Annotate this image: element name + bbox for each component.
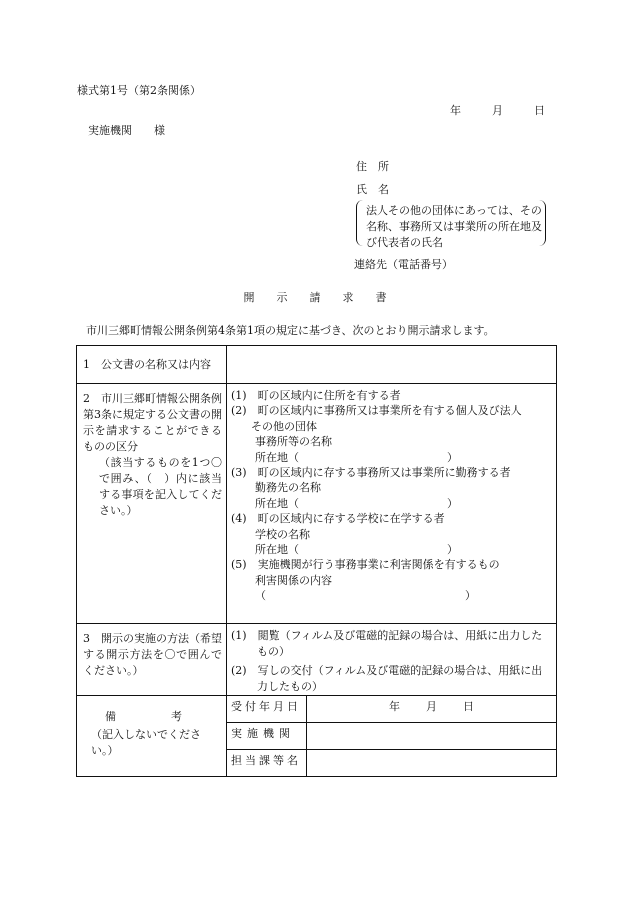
corporate-note-bracket bbox=[356, 200, 546, 248]
received-date-cell bbox=[307, 696, 557, 723]
row-document-name bbox=[77, 346, 557, 384]
section-label: 担当課等名 bbox=[231, 754, 301, 767]
s3-label: 3 開示の実施の方法（希望する開示方法を〇で囲んでください。） bbox=[83, 632, 222, 677]
intro-text: 市川三郷町情報公開条例第4条第1項の規定に基づき、次のとおり開示請求します。 bbox=[86, 324, 495, 337]
s3-label-cell bbox=[77, 624, 227, 696]
received-label: 受付年月日 bbox=[231, 700, 301, 713]
option-1[interactable]: (1) 町の区域内に住所を有する者 bbox=[231, 389, 401, 402]
agency-label-cell bbox=[227, 723, 307, 750]
s2-label-cell bbox=[77, 384, 227, 624]
date-day: 日 bbox=[534, 104, 545, 117]
option-5-interest: 利害関係の内容 bbox=[255, 573, 332, 587]
section-value-cell bbox=[307, 750, 557, 777]
form-number: 様式第1号（第2条関係） bbox=[77, 84, 201, 97]
s2-label: 2 市川三郷町情報公開条例第3条に規定する公文書の開示を請求することができるものの区分 bbox=[83, 392, 222, 453]
request-form-table bbox=[76, 345, 557, 777]
addressee: 実施機関 様 bbox=[88, 124, 165, 137]
option-2-office-name: 事務所等の名称 bbox=[255, 435, 332, 449]
remarks-note: （記入しないでください。） bbox=[91, 728, 201, 757]
option-3-location[interactable]: 所在地（ ） bbox=[255, 496, 458, 510]
s2-note: （該当するものを1つ〇で囲み、（ ）内に該当する事項を記入してください。） bbox=[99, 456, 222, 517]
option-4-school-name: 学校の名称 bbox=[255, 527, 310, 541]
row-received-date bbox=[77, 696, 557, 723]
name-label: 氏 名 bbox=[356, 183, 389, 196]
date-line bbox=[450, 105, 545, 116]
contact-label: 連絡先（電話番号） bbox=[354, 258, 453, 271]
row-disclosure-method bbox=[77, 624, 557, 696]
option-4-location[interactable]: 所在地（ ） bbox=[255, 543, 458, 557]
category-options-cell bbox=[227, 384, 557, 624]
agency-value-cell bbox=[307, 723, 557, 750]
date-year: 年 bbox=[450, 104, 461, 117]
option-3-workplace-name: 勤務先の名称 bbox=[255, 481, 321, 495]
corporate-note: 法人その他の団体にあっては、その名称、事務所又は事業所の所在地及び代表者の氏名 bbox=[366, 204, 542, 249]
option-4[interactable]: (4) 町の区域内に存する学校に在学する者 bbox=[231, 512, 445, 526]
remarks-label: 備 考 bbox=[105, 710, 182, 723]
received-label-cell bbox=[227, 696, 307, 723]
remarks-cell bbox=[77, 696, 227, 777]
method-options-cell bbox=[227, 624, 557, 696]
received-date: 年 月 日 bbox=[389, 700, 474, 713]
option-2-cont: その他の団体 bbox=[251, 419, 317, 433]
s1-label: 1 公文書の名称又は内容 bbox=[83, 358, 211, 371]
option-2[interactable]: (2) 町の区域内に事務所又は事業所を有する個人及び法人 bbox=[231, 404, 522, 418]
date-month: 月 bbox=[492, 104, 503, 117]
option-5[interactable]: (5) 実施機関が行う事務事業に利害関係を有するもの bbox=[231, 558, 500, 572]
address-label: 住 所 bbox=[356, 160, 389, 173]
document-name-input[interactable] bbox=[227, 346, 557, 384]
row-requester-category bbox=[77, 384, 557, 624]
s1-label-cell bbox=[77, 346, 227, 384]
section-label-cell bbox=[227, 750, 307, 777]
agency-label: 実施機関 bbox=[231, 727, 295, 740]
method-2[interactable]: (2) 写しの交付（フィルム及び電磁的記録の場合は、用紙に出力したもの） bbox=[231, 664, 543, 693]
option-2-location[interactable]: 所在地（ ） bbox=[255, 450, 458, 464]
method-1[interactable]: (1) 閲覧（フィルム及び電磁的記録の場合は、用紙に出力したもの） bbox=[231, 629, 543, 658]
option-5-detail[interactable]: （ ） bbox=[255, 589, 476, 603]
document-title: 開 示 請 求 書 bbox=[243, 291, 387, 304]
option-3[interactable]: (3) 町の区域内に存する事務所又は事業所に勤務する者 bbox=[231, 466, 511, 480]
